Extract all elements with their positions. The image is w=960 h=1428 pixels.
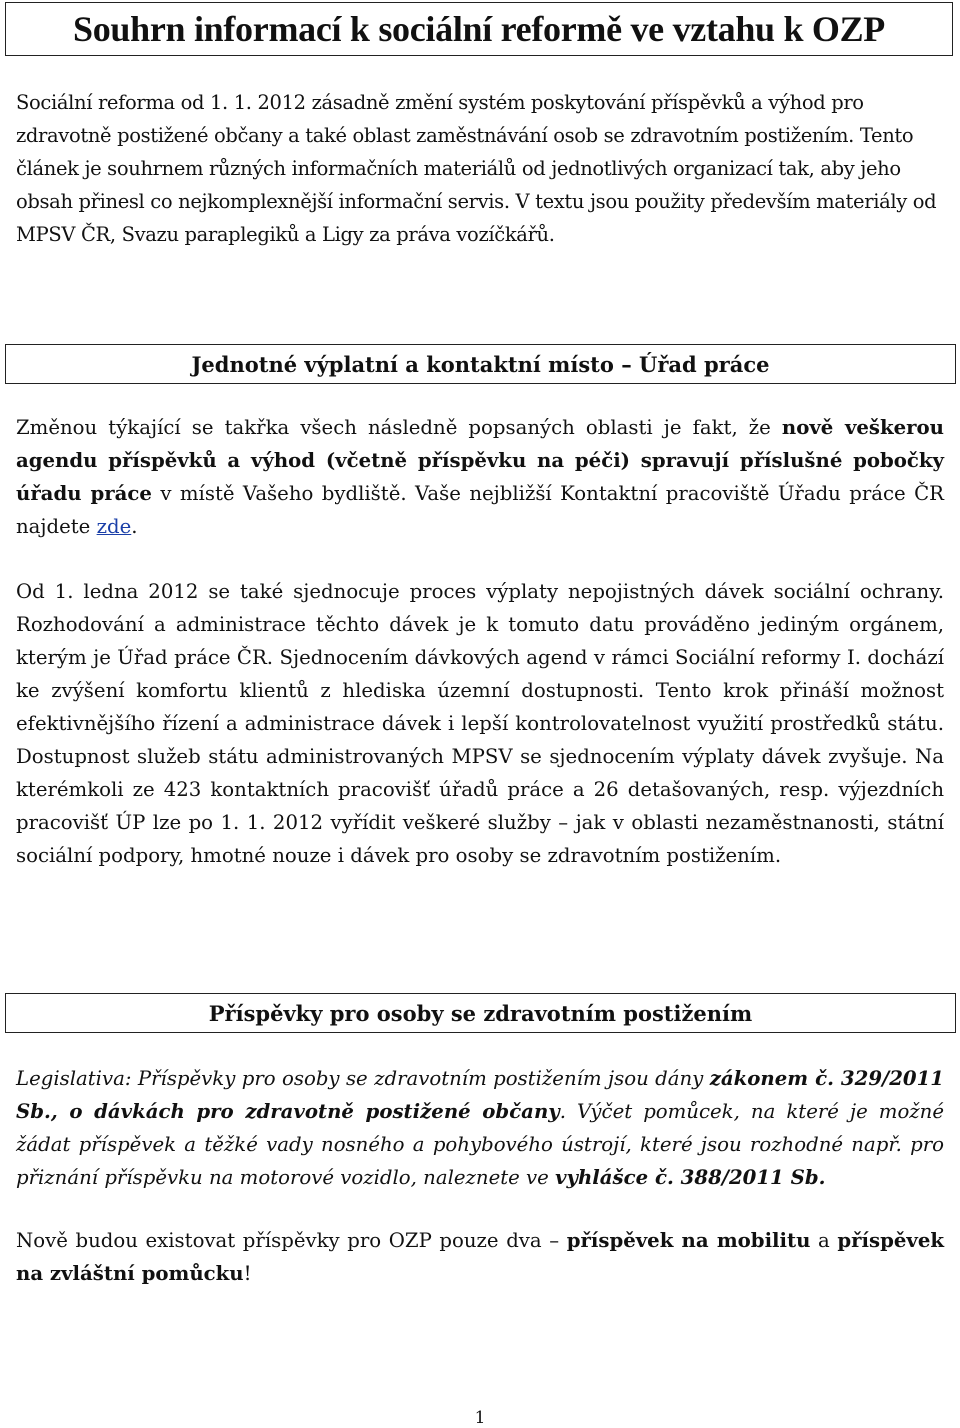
bold-text-run: příspěvek na zvláštní pomůcku [16,1229,944,1285]
paragraph-davky-sjednoceni: Od 1. ledna 2012 se také sjednocuje proces výplaty nepojistných dávek sociální ochrany. Rozhodování a administrace těchto dávek je k tomuto datu prováděno jediným orgánem, kterým je Úřad práce ČR. Sjednocením dávkových agend v rámci Sociální reformy I. dochází ke zvýšení komfortu klientů z hlediska územní dostupnosti. Tento krok přináší možnost efektivnějšího řízení a administrace dávek i lepší kontrolovatelnost využití prostředků státu. Dostupnost služeb státu administrovaných MPSV se sjednocením výplaty dávek zvyšuje. Na kterémkoli ze 423 kontaktních pracovišť úřadů práce a 26 detašovaných, resp. výjezdních pracovišť ÚP lze po 1. 1. 2012 vyřídit veškeré služby – jak v oblasti nezaměstnanosti, státní sociální podpory, hmotné nouze i dávek pro osoby se zdravotním postižením. [16,580,944,867]
section-heading-urad-prace: Jednotné výplatní a kontaktní místo – Úřad práce [5,344,956,384]
text-run: Změnou týkající se takřka všech následně popsaných oblasti je fakt, že [16,416,782,439]
bold-text-run: příspěvek na mobilitu [566,1229,811,1252]
text-run: v místě Vašeho bydliště. Vaše nejbližší Kontaktní pracoviště Úřadu práce ČR najdete [16,482,944,538]
text-run: . Výčet pomůcek, na které je možné žádat příspěvek a těžké vady nosného a pohybového ústrojí, které jsou rozhodné např. pro přiznání příspěvku na motorové vozidlo, naleznete ve [16,1100,945,1189]
title-box [5,2,953,56]
contact-office-link[interactable]: zde [96,515,132,538]
text-run: a [810,1229,838,1252]
text-run: ! [243,1262,252,1285]
intro-paragraph: Sociální reforma od 1. 1. 2012 zásadně změní systém poskytování příspěvků a výhod pro zdravotně postižené občany a také oblast zaměstnávání osob se zdravotním postižením. Tento článek je souhrnem různých informačních materiálů od jednotlivých organizací tak, aby jeho obsah přinesl co nejkomplexnější informační servis. V textu jsou použity především materiály od MPSV ČR, Svazu paraplegiků a Ligy za práva vozíčkářů. [16,91,937,246]
section-heading-prispevky: Příspěvky pro osoby se zdravotním postižením [5,993,956,1033]
paragraph-legislativa [16,1062,944,1194]
bold-text-run: vyhlášce č. 388/2011 Sb. [555,1166,826,1189]
document-title: Souhrn informací k sociální reformě ve vztahu k OZP [72,9,885,49]
bold-text-run: nově veškerou agendu příspěvků a výhod (včetně příspěvku na péči) spravují příslušné pobočky úřadu práce [16,416,944,505]
paragraph-dva-prispevky [16,1224,944,1290]
text-run: Legislativa: Příspěvky pro osoby se zdravotním postižením jsou dány [16,1067,710,1090]
page-number: 1 [474,1408,486,1428]
bold-text-run: zákonem č. 329/2011 Sb., o dávkách pro zdravotně postižené občany [16,1067,945,1123]
text-run: . [131,515,138,538]
text-run: Nově budou existovat příspěvky pro OZP pouze dva – [16,1229,567,1252]
paragraph-urad-prace-agenda [16,411,944,543]
